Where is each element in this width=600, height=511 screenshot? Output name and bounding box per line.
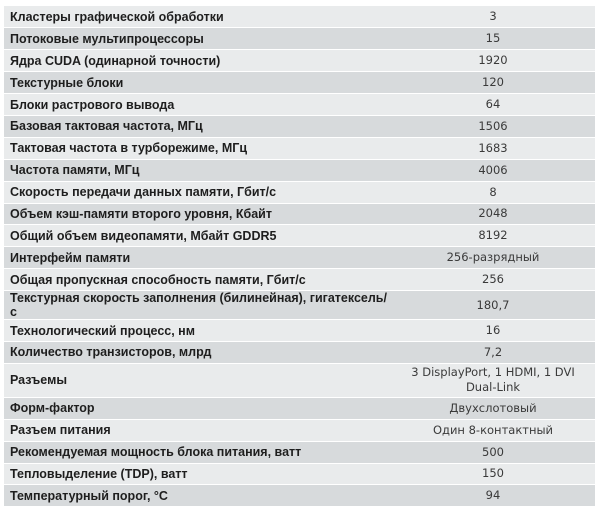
table-row bbox=[4, 441, 595, 463]
spec-label: Скорость передачи данных памяти, Гбит/с bbox=[4, 181, 391, 203]
spec-label: Интерфейм памяти bbox=[4, 247, 391, 269]
table-row bbox=[4, 463, 595, 485]
table-row bbox=[4, 115, 595, 137]
table-row bbox=[4, 6, 595, 28]
spec-label: Общий объем видеопамяти, Мбайт GDDR5 bbox=[4, 225, 391, 247]
spec-label: Технологический процесс, нм bbox=[4, 320, 391, 342]
spec-value: 15 bbox=[391, 28, 595, 50]
spec-label: Ядра CUDA (одинарной точности) bbox=[4, 50, 391, 72]
spec-value: 1920 bbox=[391, 50, 595, 72]
spec-label: Тактовая частота в турборежиме, МГц bbox=[4, 137, 391, 159]
spec-value: 8192 bbox=[391, 225, 595, 247]
spec-value: 150 bbox=[391, 463, 595, 485]
spec-label: Базовая тактовая частота, МГц bbox=[4, 115, 391, 137]
spec-label: Температурный порог, °C bbox=[4, 485, 391, 507]
spec-label: Текстурная скорость заполнения (билинейная), гигатексель/с bbox=[4, 291, 391, 320]
table-row bbox=[4, 94, 595, 116]
specifications-table bbox=[4, 6, 595, 507]
table-row bbox=[4, 72, 595, 94]
spec-label: Блоки растрового вывода bbox=[4, 94, 391, 116]
spec-label: Тепловыделение (TDP), ватт bbox=[4, 463, 391, 485]
spec-label: Потоковые мультипроцессоры bbox=[4, 28, 391, 50]
table-row bbox=[4, 159, 595, 181]
spec-value: 500 bbox=[391, 441, 595, 463]
spec-label: Кластеры графической обработки bbox=[4, 6, 391, 28]
spec-value: 3 bbox=[391, 6, 595, 28]
table-row bbox=[4, 320, 595, 342]
table-row bbox=[4, 225, 595, 247]
spec-label: Текстурные блоки bbox=[4, 72, 391, 94]
table-row bbox=[4, 269, 595, 291]
table-row bbox=[4, 341, 595, 363]
spec-label: Объем кэш-памяти второго уровня, Кбайт bbox=[4, 203, 391, 225]
spec-value: 94 bbox=[391, 485, 595, 507]
table-row bbox=[4, 363, 595, 397]
table-row bbox=[4, 419, 595, 441]
spec-value: 2048 bbox=[391, 203, 595, 225]
spec-value: Один 8-контактный bbox=[391, 419, 595, 441]
spec-value: 4006 bbox=[391, 159, 595, 181]
spec-value: 1506 bbox=[391, 115, 595, 137]
spec-value: 120 bbox=[391, 72, 595, 94]
table-row bbox=[4, 247, 595, 269]
table-row bbox=[4, 485, 595, 507]
spec-label: Форм-фактор bbox=[4, 397, 391, 419]
spec-value: 1683 bbox=[391, 137, 595, 159]
spec-label: Частота памяти, МГц bbox=[4, 159, 391, 181]
table-row bbox=[4, 28, 595, 50]
table-row bbox=[4, 50, 595, 72]
spec-value: 180,7 bbox=[391, 291, 595, 320]
table-row bbox=[4, 291, 595, 320]
spec-value: 16 bbox=[391, 320, 595, 342]
spec-value: 8 bbox=[391, 181, 595, 203]
table-row bbox=[4, 397, 595, 419]
spec-label: Разъем питания bbox=[4, 419, 391, 441]
spec-value: 3 DisplayPort, 1 HDMI, 1 DVI Dual-Link bbox=[391, 363, 595, 397]
table-row bbox=[4, 203, 595, 225]
spec-value: 256 bbox=[391, 269, 595, 291]
spec-label: Количество транзисторов, млрд bbox=[4, 341, 391, 363]
spec-value: Двухслотовый bbox=[391, 397, 595, 419]
spec-value: 7,2 bbox=[391, 341, 595, 363]
spec-label: Разъемы bbox=[4, 363, 391, 397]
spec-value: 64 bbox=[391, 94, 595, 116]
spec-label: Общая пропускная способность памяти, Гбит/с bbox=[4, 269, 391, 291]
spec-label: Рекомендуемая мощность блока питания, ватт bbox=[4, 441, 391, 463]
spec-value: 256-разрядный bbox=[391, 247, 595, 269]
table-row bbox=[4, 137, 595, 159]
table-row bbox=[4, 181, 595, 203]
